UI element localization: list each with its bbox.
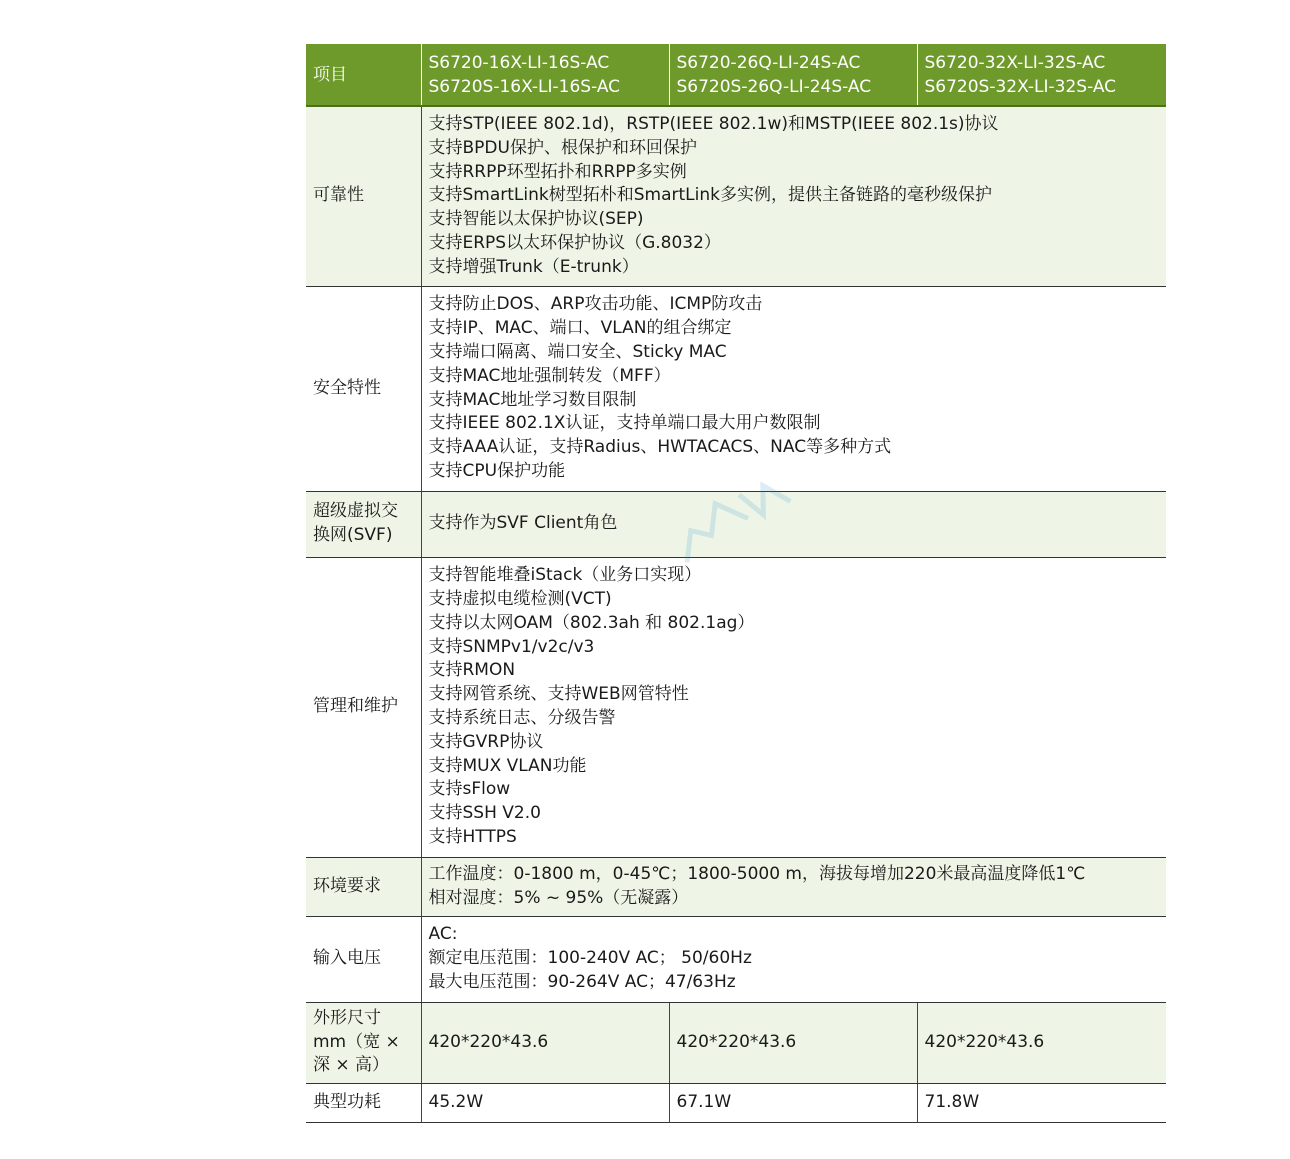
row-svf (306, 491, 1166, 557)
row-label-line: 深 × 高） (313, 1055, 390, 1076)
row-content (421, 916, 1166, 1002)
feature-line: 支持作为SVF Client角色 (428, 513, 618, 534)
spec-table-container (306, 44, 1166, 1123)
feature-line: 支持SNMPv1/v2c/v3 (428, 636, 595, 657)
row-label: 安全特性 (306, 286, 421, 491)
feature-line: 支持STP(IEEE 802.1d)，RSTP(IEEE 802.1w)和MSTP(IEEE 802.1s)协议 (428, 113, 999, 134)
feature-line: 支持虚拟电缆检测(VCT) (428, 589, 612, 610)
row-label: 管理和维护 (306, 557, 421, 857)
row-security (306, 286, 1166, 491)
header-model-col-3 (917, 44, 1166, 106)
model-name: S6720-32X-LI-32S-AC (924, 52, 1106, 73)
feature-line: 最大电压范围：90-264V AC；47/63Hz (428, 971, 736, 992)
feature-line: 额定电压范围：100-240V AC； 50/60Hz (428, 948, 752, 969)
row-label-line: 外形尺寸 (313, 1007, 381, 1028)
row-label: 可靠性 (306, 106, 421, 286)
feature-line: 支持IP、MAC、端口、VLAN的组合绑定 (428, 318, 732, 339)
feature-line: 工作温度：0-1800 m，0-45℃；1800-5000 m，海拔每增加220米最高温度降低1℃ (428, 863, 1086, 884)
row-voltage (306, 916, 1166, 1002)
feature-line: 支持端口隔离、端口安全、Sticky MAC (428, 341, 727, 362)
spec-table (306, 44, 1166, 1123)
feature-line: 支持以太网OAM（802.3ah 和 802.1ag） (428, 612, 755, 633)
power-value: 67.1W (669, 1083, 917, 1122)
dimension-value: 420*220*43.6 (421, 1002, 669, 1083)
header-row (306, 44, 1166, 106)
feature-line: 支持RMON (428, 660, 516, 681)
feature-line: 支持GVRP协议 (428, 731, 544, 752)
row-label-line: 换网(SVF) (313, 525, 393, 545)
model-name: S6720S-26Q-LI-24S-AC (676, 76, 872, 97)
feature-line: 支持ERPS以太环保护协议（G.8032） (428, 232, 721, 253)
row-content (421, 557, 1166, 857)
row-content (421, 491, 1166, 557)
feature-line: 支持增强Trunk（E-trunk） (428, 256, 639, 277)
feature-line: 支持AAA认证，支持Radius、HWTACACS、NAC等多种方式 (428, 437, 892, 458)
power-value: 45.2W (421, 1083, 669, 1122)
row-label: 典型功耗 (306, 1083, 421, 1122)
header-model-col-1 (421, 44, 669, 106)
feature-line: 支持网管系统、支持WEB网管特性 (428, 684, 689, 705)
row-content (421, 857, 1166, 916)
row-dimensions (306, 1002, 1166, 1083)
row-power (306, 1083, 1166, 1122)
feature-line: 支持MAC地址学习数目限制 (428, 389, 637, 410)
row-label-line: 超级虚拟交 (313, 501, 398, 522)
dimension-value: 420*220*43.6 (669, 1002, 917, 1083)
feature-line: 支持CPU保护功能 (428, 460, 566, 481)
model-name: S6720S-16X-LI-16S-AC (428, 76, 621, 97)
feature-line: 支持BPDU保护、根保护和环回保护 (428, 137, 697, 158)
power-value: 71.8W (917, 1083, 1166, 1122)
feature-line: 支持sFlow (428, 779, 511, 800)
row-management (306, 557, 1166, 857)
feature-line: 相对湿度：5% ~ 95%（无凝露） (428, 887, 689, 908)
header-model-col-2 (669, 44, 917, 106)
feature-line: 支持系统日志、分级告警 (428, 708, 616, 728)
model-name: S6720S-32X-LI-32S-AC (924, 76, 1117, 97)
feature-line: AC: (428, 924, 458, 945)
row-reliability (306, 106, 1166, 286)
feature-line: 支持MUX VLAN功能 (428, 755, 587, 776)
row-label: 环境要求 (306, 857, 421, 916)
model-name: S6720-26Q-LI-24S-AC (676, 52, 861, 73)
row-label-line: mm（宽 × (313, 1031, 400, 1052)
feature-line: 支持MAC地址强制转发（MFF） (428, 365, 671, 386)
row-content (421, 286, 1166, 491)
feature-line: 支持防止DOS、ARP攻击功能、ICMP防攻击 (428, 294, 763, 315)
feature-line: 支持SmartLink树型拓朴和SmartLink多实例，提供主备链路的毫秒级保护 (428, 185, 992, 206)
row-label: 输入电压 (306, 916, 421, 1002)
feature-line: 支持智能以太保护协议(SEP) (428, 209, 644, 230)
dimension-value: 420*220*43.6 (917, 1002, 1166, 1083)
feature-line: 支持RRPP环型拓扑和RRPP多实例 (428, 161, 687, 182)
row-label (306, 491, 421, 557)
feature-line: 支持HTTPS (428, 826, 517, 847)
feature-line: 支持SSH V2.0 (428, 803, 541, 824)
row-content (421, 106, 1166, 286)
header-item-label: 项目 (306, 44, 421, 106)
feature-line: 支持智能堆叠iStack（业务口实现） (428, 565, 702, 586)
row-label (306, 1002, 421, 1083)
feature-line: 支持IEEE 802.1X认证，支持单端口最大用户数限制 (428, 413, 821, 434)
model-name: S6720-16X-LI-16S-AC (428, 52, 610, 73)
row-environment (306, 857, 1166, 916)
